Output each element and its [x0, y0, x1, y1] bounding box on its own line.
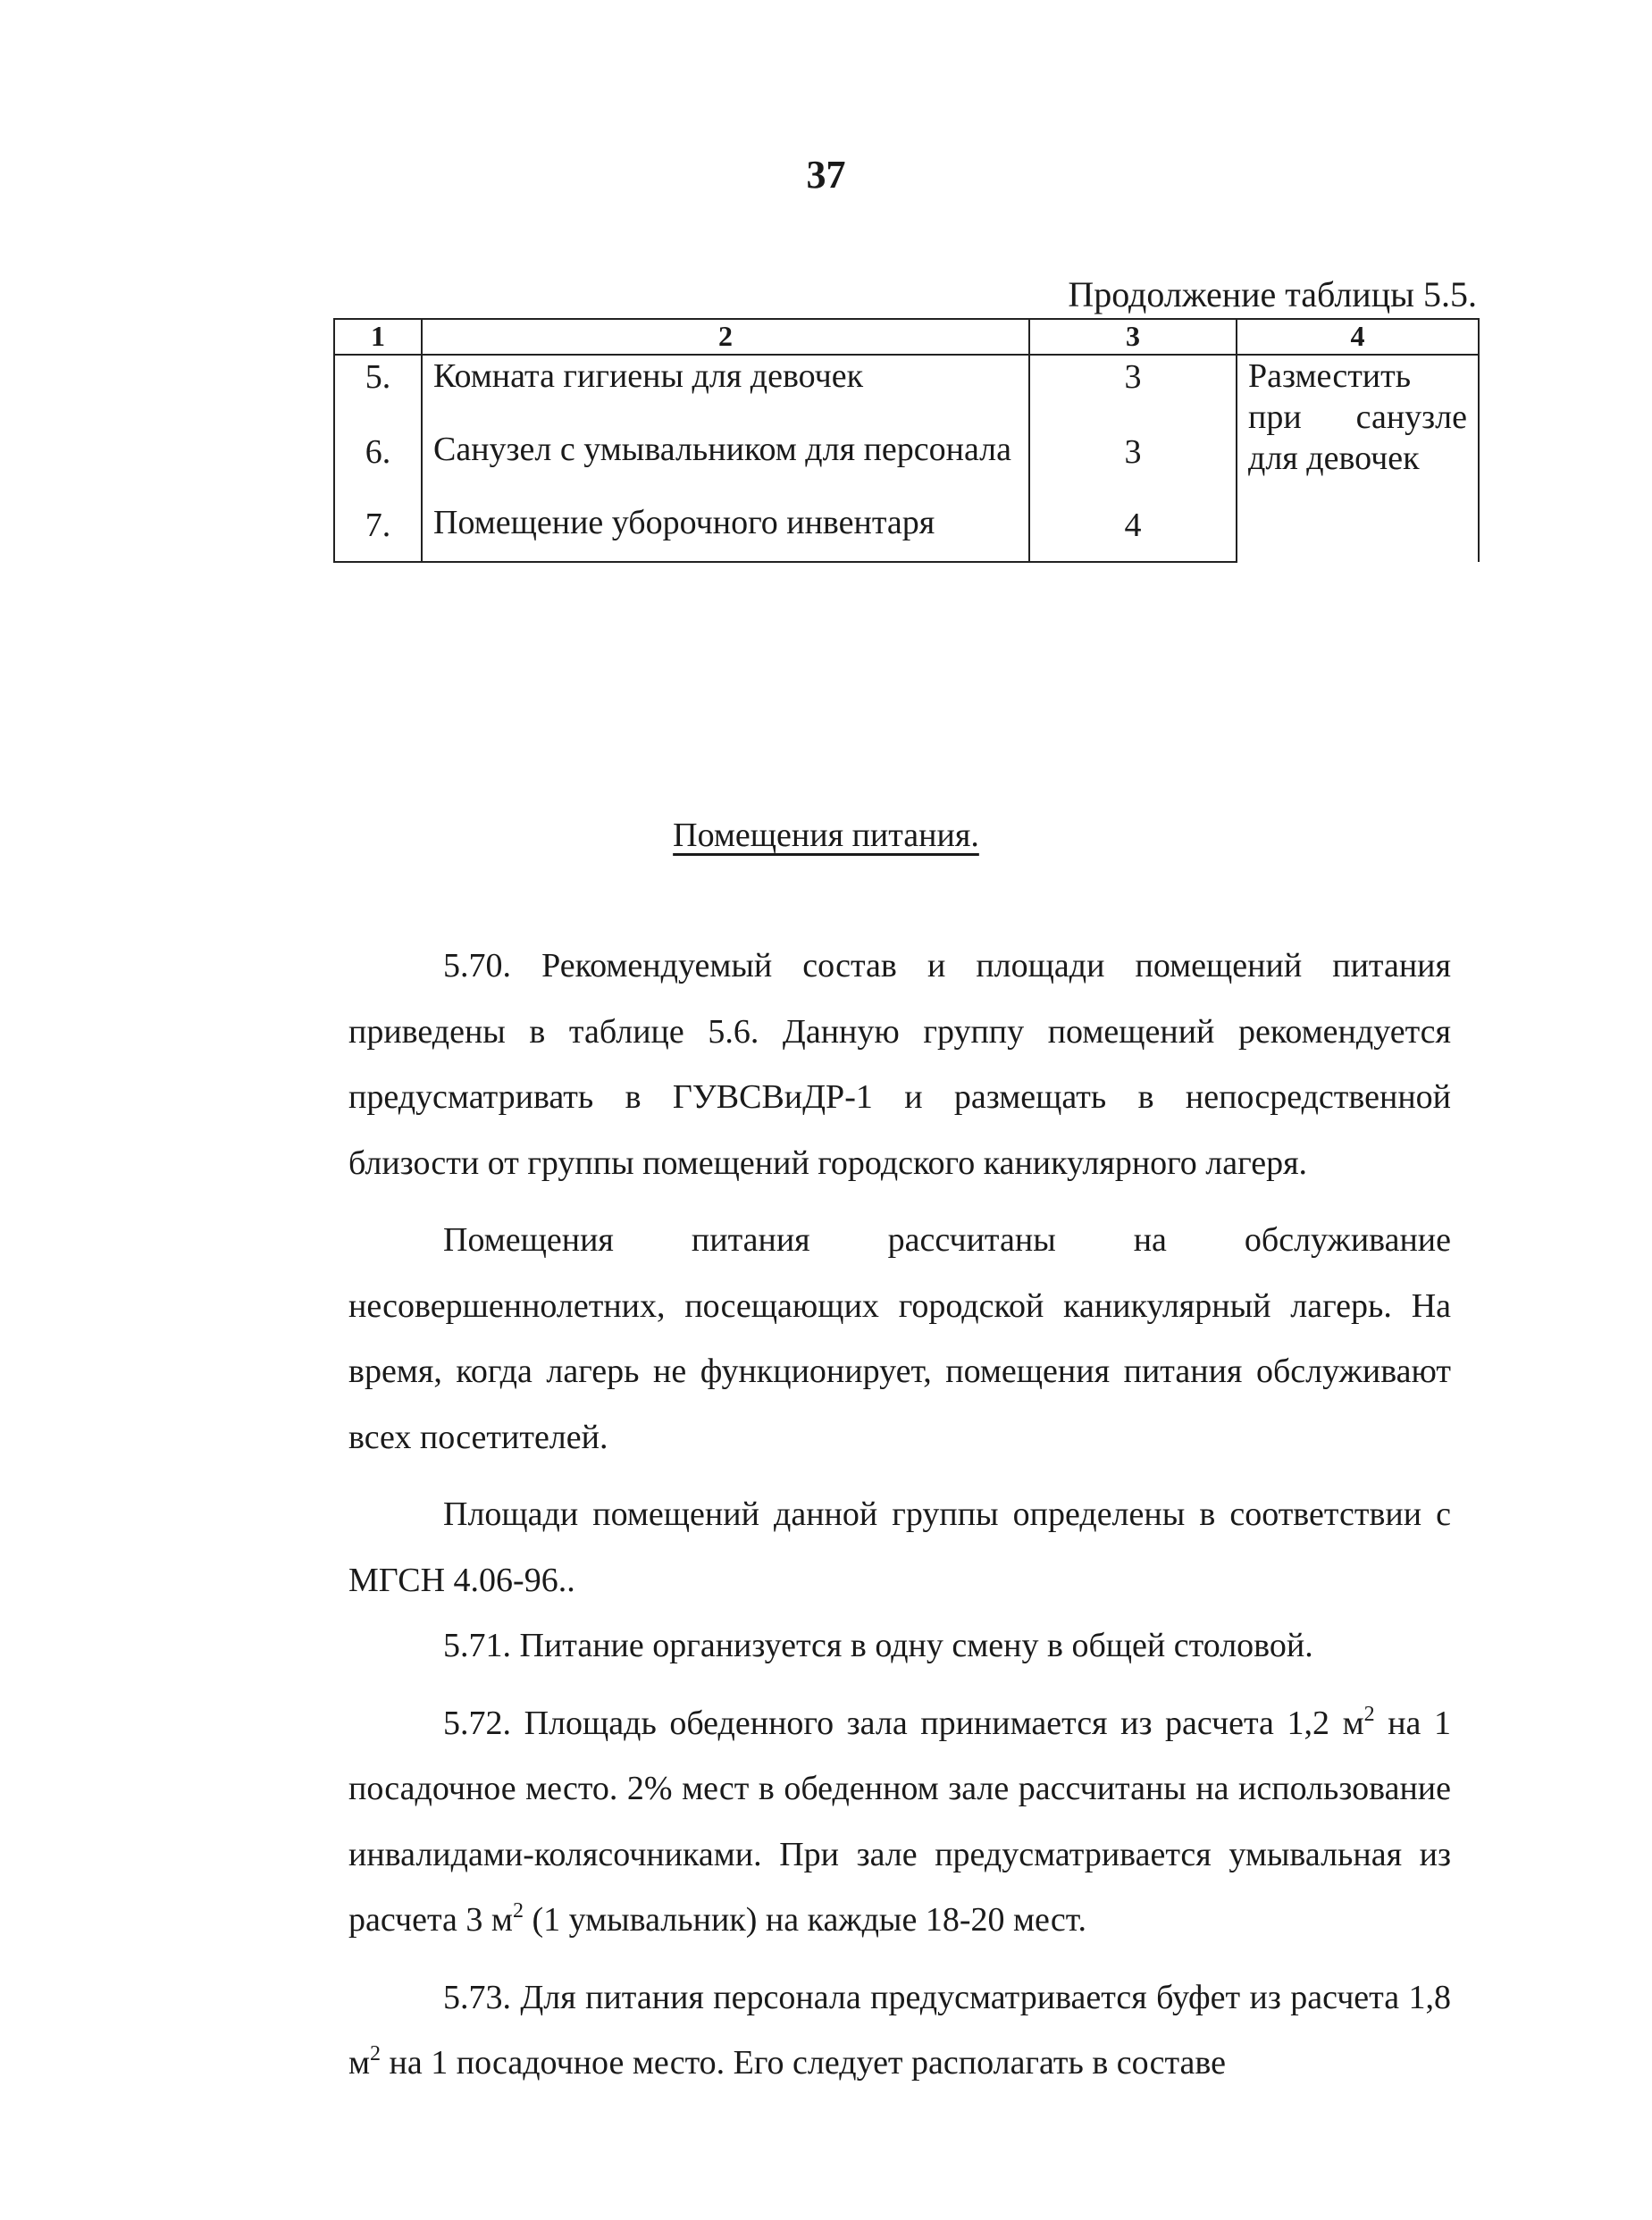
paragraph-text: 5.72. Площадь обеденного зала принимается из расчета 1,2 м — [443, 1704, 1364, 1742]
paragraph-5-71: 5.71. Питание организуется в одну смену в общей столовой. — [443, 1627, 1313, 1664]
paragraph-meals-scope: Помещения питания рассчитаны на обслуживание несовершеннолетних, посещающих городской каникулярный лагерь. На время, когда лагерь не функционирует, помещения питания обслуживают всех посетителей. — [348, 1221, 1451, 1456]
row-number: 5. — [334, 355, 422, 397]
superscript: 2 — [370, 2042, 382, 2065]
room-area: 3 — [1029, 397, 1237, 472]
room-name: Комната гигиены для девочек — [422, 355, 1029, 397]
column-header: 1 — [334, 319, 422, 355]
paragraph-5-72 — [348, 1691, 1451, 1954]
paragraph-text: 5.73. Для питания персонала предусматривается буфет из расчета 1,8 м — [348, 1978, 1451, 2082]
room-area: 4 — [1029, 472, 1237, 562]
table-caption: Продолжение таблицы 5.5. — [1068, 274, 1477, 314]
row-number: 6. — [334, 397, 422, 472]
room-name: Санузел с умывальником для персонала — [422, 397, 1029, 472]
rooms-table — [333, 318, 1480, 563]
section-title: Помещения питания. — [673, 817, 979, 854]
paragraph-5-70: 5.70. Рекомендуемый состав и площади помещений питания приведены в таблице 5.6. Данную группу помещений рекомендуется предусматривать в ГУВСВиДР-1 и размещать в непосредственной близости от группы помещений городского каникулярного лагеря. — [348, 947, 1451, 1182]
paragraph-text: на 1 посадочное место. 2% мест в обеденном зале рассчитаны на использование инвалидами-колясочниками. При зале предусматривается умывальная из расчета 3 м — [348, 1704, 1451, 1939]
superscript: 2 — [512, 1899, 524, 1923]
column-header: 3 — [1029, 319, 1237, 355]
row-number: 7. — [334, 472, 422, 562]
room-area: 3 — [1029, 355, 1237, 397]
body-text — [348, 934, 1451, 2108]
table-row — [334, 355, 1479, 397]
room-name: Помещение уборочного инвентаря — [422, 472, 1029, 562]
paragraph-text: (1 умывальник) на каждые 18-20 мест. — [523, 1901, 1086, 1939]
room-note: Разместить при санузле для девочек — [1237, 355, 1479, 562]
paragraph-text: на 1 посадочное место. Его следует располагать в составе — [381, 2044, 1226, 2082]
table-header-row — [334, 319, 1479, 355]
paragraph-areas-norm: Площади помещений данной группы определены в соответствии с МГСН 4.06-96.. — [348, 1495, 1451, 1599]
paragraph-5-73 — [348, 1965, 1451, 2097]
page-number: 37 — [806, 153, 846, 197]
column-header: 2 — [422, 319, 1029, 355]
superscript: 2 — [1363, 1702, 1375, 1726]
column-header: 4 — [1237, 319, 1479, 355]
